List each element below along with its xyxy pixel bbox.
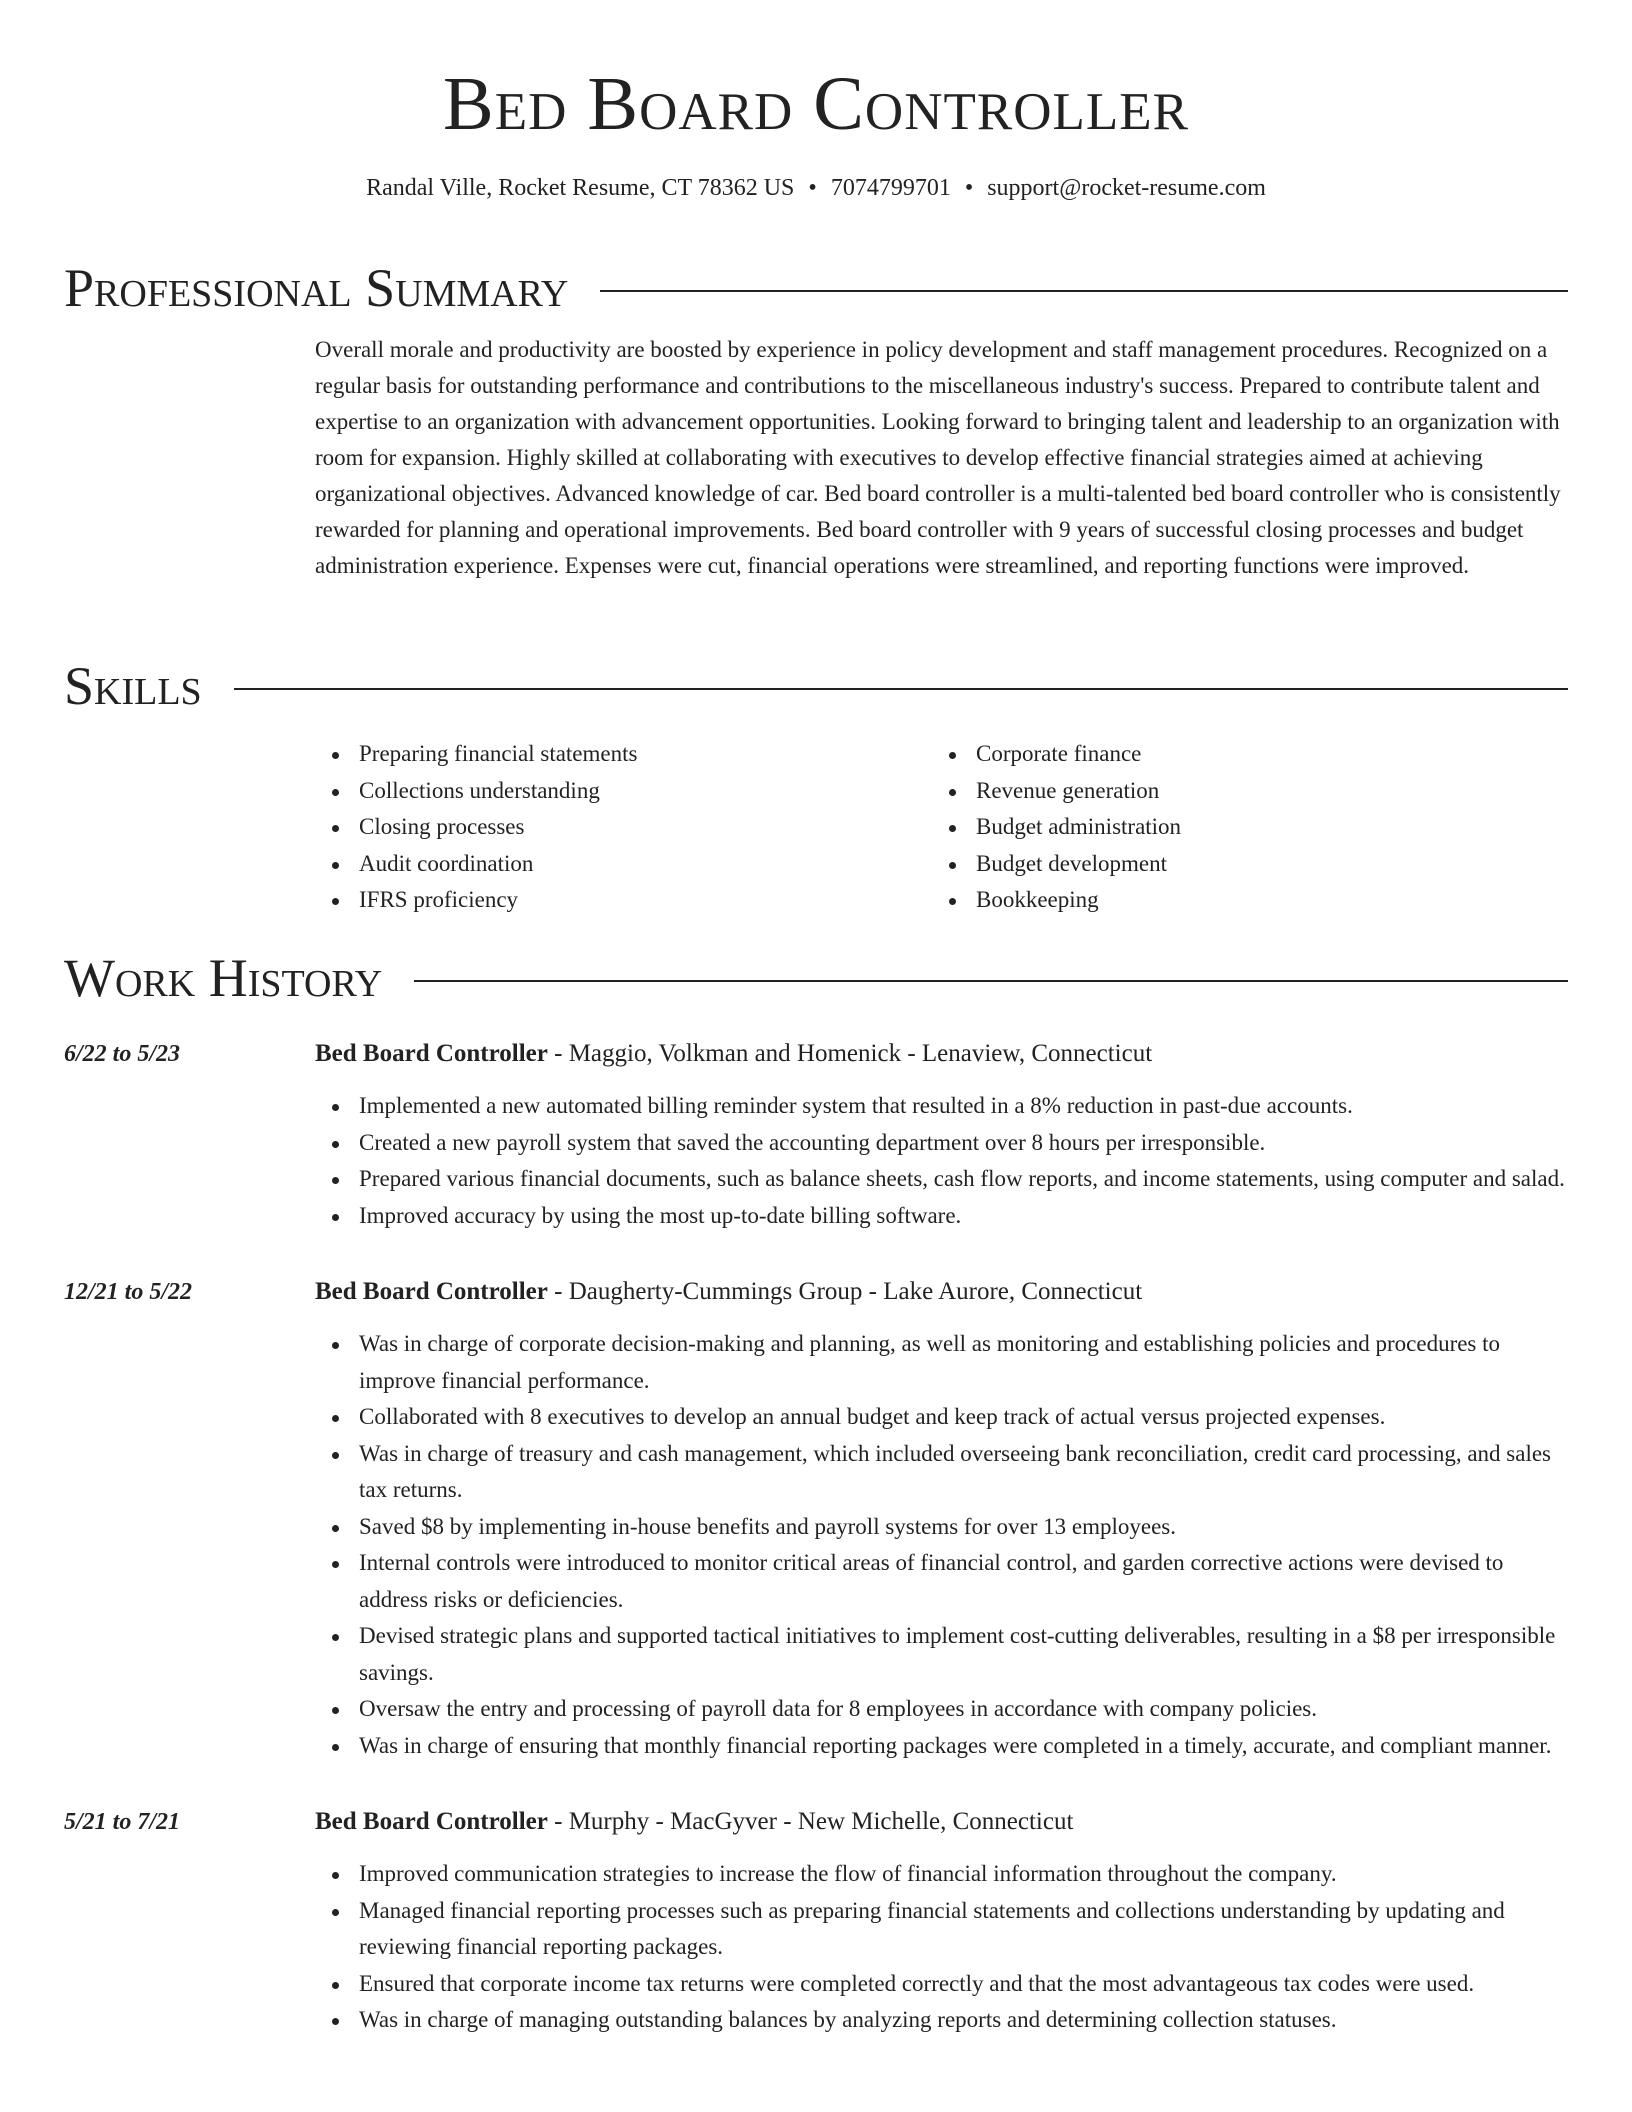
- job-details: - Daugherty-Cummings Group - Lake Aurore, Connecticut: [547, 1278, 1143, 1305]
- work-heading-row: [64, 948, 1568, 1008]
- duty-item: Was in charge of managing outstanding balances by analyzing reports and determining collection statuses.: [315, 2002, 1568, 2039]
- duty-item: Improved communication strategies to increase the flow of financial information throughout the company.: [315, 1856, 1568, 1893]
- summary-heading: Professional Summary: [64, 258, 569, 318]
- skills-list-left: [315, 736, 932, 919]
- job-body: [315, 1264, 1568, 1764]
- skill-item: Audit coordination: [315, 846, 932, 883]
- job-entry: [64, 1794, 1568, 2039]
- skill-item: Budget development: [932, 846, 1549, 883]
- summary-section: [64, 258, 1568, 584]
- duty-item: Devised strategic plans and supported tactical initiatives to implement cost-cutting deliverables, resulting in a $8 per irresponsible savings.: [315, 1618, 1568, 1691]
- job-details: - Maggio, Volkman and Homenick - Lenaview, Connecticut: [547, 1040, 1153, 1067]
- job-dates: 5/21 to 7/21: [64, 1809, 181, 1835]
- skills-list-right: [932, 736, 1549, 919]
- work-heading: Work History: [64, 948, 383, 1008]
- job-body: [315, 1794, 1568, 2039]
- skill-item: Preparing financial statements: [315, 736, 932, 773]
- summary-heading-row: [64, 258, 1568, 318]
- job-dates: 6/22 to 5/23: [64, 1041, 181, 1067]
- skills-section: [64, 656, 1568, 919]
- job-role: Bed Board Controller: [315, 1808, 548, 1835]
- job-role: Bed Board Controller: [315, 1040, 548, 1067]
- duty-item: Was in charge of ensuring that monthly financial reporting packages were completed in a timely, accurate, and compliant manner.: [315, 1728, 1568, 1765]
- job-body: [315, 1026, 1568, 1234]
- duty-item: Was in charge of treasury and cash management, which included overseeing bank reconciliation, credit card processing, and sales tax returns.: [315, 1436, 1568, 1509]
- job-dates: 12/21 to 5/22: [64, 1279, 193, 1305]
- contact-email[interactable]: support@rocket-resume.com: [987, 175, 1266, 201]
- job-role: Bed Board Controller: [315, 1278, 548, 1305]
- job-entry: [64, 1026, 1568, 1234]
- skills-heading-row: [64, 656, 1568, 716]
- job-details: - Murphy - MacGyver - New Michelle, Connecticut: [547, 1808, 1074, 1835]
- skills-grid: [315, 736, 1568, 919]
- job-title-line: [315, 1794, 1568, 1850]
- section-divider: [234, 688, 1568, 690]
- duty-item: Oversaw the entry and processing of payroll data for 8 employees in accordance with company policies.: [315, 1691, 1568, 1728]
- section-divider: [600, 290, 1568, 292]
- skill-item: IFRS proficiency: [315, 882, 932, 919]
- skill-item: Closing processes: [315, 809, 932, 846]
- duty-item: Collaborated with 8 executives to develop an annual budget and keep track of actual versus projected expenses.: [315, 1399, 1568, 1436]
- duty-item: Created a new payroll system that saved the accounting department over 8 hours per irresponsible.: [315, 1125, 1568, 1162]
- duty-item: Managed financial reporting processes such as preparing financial statements and collections understanding by updating and reviewing financial reporting packages.: [315, 1893, 1568, 1966]
- section-divider: [414, 980, 1568, 982]
- skill-item: Collections understanding: [315, 773, 932, 810]
- job-title-line: [315, 1264, 1568, 1320]
- skill-item: Revenue generation: [932, 773, 1549, 810]
- summary-text: Overall morale and productivity are boosted by experience in policy development and staff management procedures. Recognized on a regular basis for outstanding performance and contributions to the miscellaneous industry's success. Prepared to contribute talent and expertise to an organization with advancement opportunities. Looking forward to bringing talent and leadership to an organization with room for expansion. Highly skilled at collaborating with executives to develop effective financial strategies aimed at achieving organizational objectives. Advanced knowledge of car. Bed board controller is a multi-talented bed board controller who is consistently rewarded for planning and operational improvements. Bed board controller with 9 years of successful closing processes and budget administration experience. Expenses were cut, financial operations were streamlined, and reporting functions were improved.: [315, 337, 1561, 578]
- resume-name: Bed Board Controller: [443, 62, 1189, 146]
- skill-item: Bookkeeping: [932, 882, 1549, 919]
- duty-item: Improved accuracy by using the most up-to-date billing software.: [315, 1198, 1568, 1235]
- contact-line: [64, 172, 1568, 204]
- job-duties: [315, 1326, 1568, 1764]
- contact-separator: •: [808, 175, 817, 201]
- duty-item: Ensured that corporate income tax returns were completed correctly and that the most advantageous tax codes were used.: [315, 1966, 1568, 2003]
- duty-item: Was in charge of corporate decision-making and planning, as well as monitoring and establishing policies and procedures to improve financial performance.: [315, 1326, 1568, 1399]
- contact-separator: •: [964, 175, 974, 201]
- job-entry: [64, 1264, 1568, 1764]
- duty-item: Prepared various financial documents, such as balance sheets, cash flow reports, and income statements, using computer and salad.: [315, 1161, 1568, 1198]
- contact-address: Randal Ville, Rocket Resume, CT 78362 US: [366, 175, 795, 201]
- job-duties: [315, 1088, 1568, 1234]
- skill-item: Corporate finance: [932, 736, 1549, 773]
- duty-item: Saved $8 by implementing in-house benefits and payroll systems for over 13 employees.: [315, 1509, 1568, 1546]
- job-duties: [315, 1856, 1568, 2039]
- contact-phone: 7074799701: [830, 175, 951, 201]
- duty-item: Internal controls were introduced to monitor critical areas of financial control, and garden corrective actions were devised to address risks or deficiencies.: [315, 1545, 1568, 1618]
- skills-heading: Skills: [64, 656, 202, 716]
- work-history-section: [64, 948, 1568, 2039]
- job-title-line: [315, 1026, 1568, 1082]
- duty-item: Implemented a new automated billing reminder system that resulted in a 8% reduction in past-due accounts.: [315, 1088, 1568, 1125]
- skill-item: Budget administration: [932, 809, 1549, 846]
